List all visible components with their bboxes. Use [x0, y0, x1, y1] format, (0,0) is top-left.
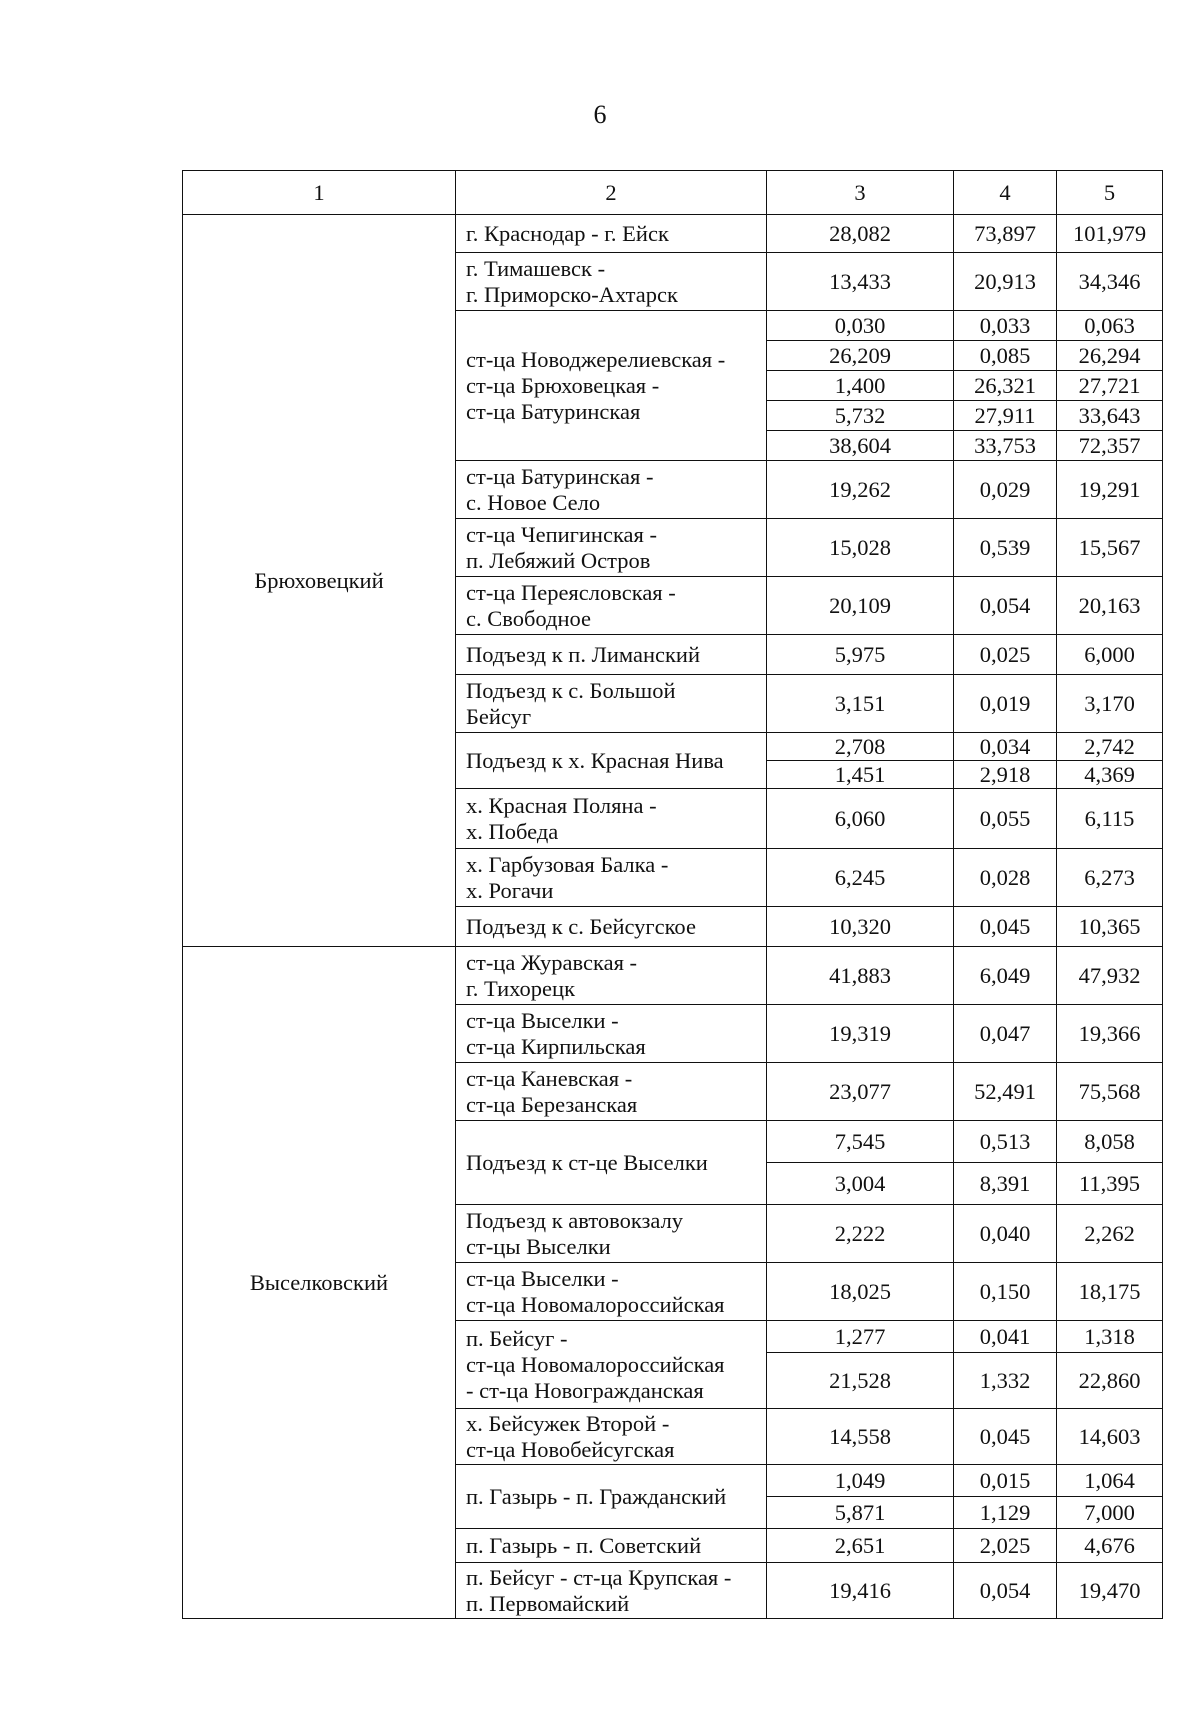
road-name-line: Подъезд к п. Лиманский: [466, 641, 701, 667]
road-name: [456, 461, 767, 519]
length-col4: 0,029: [954, 461, 1057, 519]
roads-table: [182, 170, 1163, 1619]
length-col4: 0,019: [954, 675, 1057, 733]
column-header: 5: [1057, 171, 1163, 215]
road-name: [456, 675, 767, 733]
road-name-line: ст-ца Чепигинская -: [466, 521, 657, 547]
length-col3: 15,028: [767, 519, 954, 577]
road-name: [456, 1005, 767, 1063]
length-col4: 27,911: [954, 401, 1057, 431]
road-name-line: ст-ца Новобейсугская: [466, 1436, 675, 1462]
length-col5: 6,273: [1057, 849, 1163, 907]
length-col3: 21,528: [767, 1353, 954, 1409]
length-col5: 18,175: [1057, 1263, 1163, 1321]
road-name: [456, 215, 767, 253]
road-name: [456, 1529, 767, 1563]
length-col3: 5,975: [767, 635, 954, 675]
length-col3: 6,060: [767, 789, 954, 849]
road-name-line: г. Краснодар - г. Ейск: [466, 220, 669, 246]
length-col5: 22,860: [1057, 1353, 1163, 1409]
road-name-line: ст-ца Березанская: [466, 1091, 638, 1117]
road-name-line: ст-ца Новомалороссийская: [466, 1351, 725, 1377]
length-col4: 2,918: [954, 761, 1057, 789]
length-col5: 4,369: [1057, 761, 1163, 789]
road-name: [456, 1205, 767, 1263]
length-col5: 1,064: [1057, 1465, 1163, 1497]
length-col3: 6,245: [767, 849, 954, 907]
length-col4: 2,025: [954, 1529, 1057, 1563]
road-name-line: х. Победа: [466, 818, 559, 844]
length-col5: 6,115: [1057, 789, 1163, 849]
road-name-line: ст-цы Выселки: [466, 1233, 611, 1259]
length-col4: 0,054: [954, 1563, 1057, 1619]
road-name-line: ст-ца Выселки -: [466, 1265, 619, 1291]
road-name: [456, 1063, 767, 1121]
length-col4: 8,391: [954, 1163, 1057, 1205]
length-col4: 73,897: [954, 215, 1057, 253]
road-name-line: х. Бейсужек Второй -: [466, 1410, 670, 1436]
length-col5: 7,000: [1057, 1497, 1163, 1529]
length-col5: 19,366: [1057, 1005, 1163, 1063]
road-name-line: ст-ца Брюховецкая -: [466, 372, 660, 398]
length-col5: 47,932: [1057, 947, 1163, 1005]
length-col4: 0,085: [954, 341, 1057, 371]
length-col4: 0,539: [954, 519, 1057, 577]
road-name: [456, 577, 767, 635]
length-col3: 28,082: [767, 215, 954, 253]
length-col5: 1,318: [1057, 1321, 1163, 1353]
length-col3: 1,451: [767, 761, 954, 789]
road-name-line: п. Лебяжий Остров: [466, 547, 651, 573]
road-name: [456, 1321, 767, 1409]
length-col3: 18,025: [767, 1263, 954, 1321]
length-col5: 101,979: [1057, 215, 1163, 253]
road-name-line: - ст-ца Новогражданская: [466, 1377, 704, 1403]
length-col3: 0,030: [767, 311, 954, 341]
length-col3: 2,651: [767, 1529, 954, 1563]
road-name-line: ст-ца Новоджерелиевская -: [466, 346, 726, 372]
road-name-line: ст-ца Новомалороссийская: [466, 1291, 725, 1317]
road-name: [456, 519, 767, 577]
road-name-line: г. Тимашевск -: [466, 255, 606, 281]
length-col3: 1,277: [767, 1321, 954, 1353]
length-col4: 0,041: [954, 1321, 1057, 1353]
road-name-line: п. Газырь - п. Советский: [466, 1532, 702, 1558]
length-col3: 1,049: [767, 1465, 954, 1497]
length-col5: 6,000: [1057, 635, 1163, 675]
length-col3: 7,545: [767, 1121, 954, 1163]
road-name-line: Подъезд к х. Красная Нива: [466, 747, 724, 773]
road-name: [456, 1263, 767, 1321]
length-col5: 19,291: [1057, 461, 1163, 519]
road-name: [456, 733, 767, 789]
length-col5: 10,365: [1057, 907, 1163, 947]
header-row: [183, 171, 1163, 215]
road-name-line: х. Гарбузовая Балка -: [466, 851, 669, 877]
length-col4: 33,753: [954, 431, 1057, 461]
road-name-line: ст-ца Выселки -: [466, 1007, 619, 1033]
road-name-line: Бейсуг: [466, 703, 532, 729]
road-name-line: Подъезд к ст-це Выселки: [466, 1149, 708, 1175]
length-col3: 41,883: [767, 947, 954, 1005]
length-col4: 0,054: [954, 577, 1057, 635]
length-col5: 26,294: [1057, 341, 1163, 371]
length-col5: 34,346: [1057, 253, 1163, 311]
road-name: [456, 849, 767, 907]
road-name-line: с. Свободное: [466, 605, 592, 631]
road-name-line: Подъезд к автовокзалу: [466, 1207, 684, 1233]
length-col4: 20,913: [954, 253, 1057, 311]
road-name-line: х. Красная Поляна -: [466, 792, 657, 818]
length-col3: 38,604: [767, 431, 954, 461]
road-name-line: г. Тихорецк: [466, 975, 576, 1001]
road-name-line: ст-ца Переясловская -: [466, 579, 676, 605]
road-name-line: г. Приморско-Ахтарск: [466, 281, 678, 307]
length-col5: 75,568: [1057, 1063, 1163, 1121]
length-col3: 19,319: [767, 1005, 954, 1063]
road-name: [456, 947, 767, 1005]
road-name: [456, 1563, 767, 1619]
length-col4: 0,047: [954, 1005, 1057, 1063]
length-col5: 20,163: [1057, 577, 1163, 635]
length-col3: 3,004: [767, 1163, 954, 1205]
length-col5: 72,357: [1057, 431, 1163, 461]
road-name: [456, 1121, 767, 1205]
road-name: [456, 1409, 767, 1465]
length-col4: 0,028: [954, 849, 1057, 907]
length-col4: 0,513: [954, 1121, 1057, 1163]
length-col3: 2,708: [767, 733, 954, 761]
length-col3: 19,262: [767, 461, 954, 519]
length-col5: 33,643: [1057, 401, 1163, 431]
length-col3: 1,400: [767, 371, 954, 401]
length-col5: 11,395: [1057, 1163, 1163, 1205]
road-name-line: п. Первомайский: [466, 1590, 630, 1616]
road-name: [456, 789, 767, 849]
page-number: 6: [593, 100, 607, 129]
length-col3: 14,558: [767, 1409, 954, 1465]
district-name: Брюховецкий: [183, 215, 456, 947]
road-name-line: с. Новое Село: [466, 489, 601, 515]
length-col4: 0,033: [954, 311, 1057, 341]
column-header: 4: [954, 171, 1057, 215]
length-col3: 3,151: [767, 675, 954, 733]
length-col4: 0,025: [954, 635, 1057, 675]
length-col5: 19,470: [1057, 1563, 1163, 1619]
road-name-line: ст-ца Батуринская -: [466, 463, 654, 489]
road-name: [456, 253, 767, 311]
length-col5: 2,742: [1057, 733, 1163, 761]
road-name-line: Подъезд к с. Бейсугское: [466, 913, 696, 939]
road-name-line: п. Бейсуг - ст-ца Крупская -: [466, 1564, 732, 1590]
road-name-line: п. Газырь - п. Гражданский: [466, 1483, 727, 1509]
length-col3: 20,109: [767, 577, 954, 635]
length-col4: 0,150: [954, 1263, 1057, 1321]
road-name: [456, 311, 767, 461]
road-name-line: ст-ца Журавская -: [466, 949, 638, 975]
length-col5: 4,676: [1057, 1529, 1163, 1563]
length-col4: 1,129: [954, 1497, 1057, 1529]
length-col4: 6,049: [954, 947, 1057, 1005]
length-col4: 26,321: [954, 371, 1057, 401]
length-col5: 3,170: [1057, 675, 1163, 733]
length-col4: 0,040: [954, 1205, 1057, 1263]
road-name-line: ст-ца Кирпильская: [466, 1033, 646, 1059]
length-col5: 15,567: [1057, 519, 1163, 577]
length-col5: 0,063: [1057, 311, 1163, 341]
length-col4: 1,332: [954, 1353, 1057, 1409]
length-col3: 23,077: [767, 1063, 954, 1121]
length-col3: 13,433: [767, 253, 954, 311]
road-name-line: ст-ца Батуринская: [466, 398, 641, 424]
length-col4: 0,055: [954, 789, 1057, 849]
length-col5: 27,721: [1057, 371, 1163, 401]
road-name: [456, 907, 767, 947]
length-col4: 0,045: [954, 1409, 1057, 1465]
column-header: 2: [456, 171, 767, 215]
column-header: 3: [767, 171, 954, 215]
length-col3: 5,871: [767, 1497, 954, 1529]
road-name-line: п. Бейсуг -: [466, 1325, 568, 1351]
length-col4: 0,045: [954, 907, 1057, 947]
length-col4: 0,034: [954, 733, 1057, 761]
road-name-line: Подъезд к с. Большой: [466, 677, 676, 703]
road-name-line: х. Рогачи: [466, 877, 554, 903]
length-col3: 26,209: [767, 341, 954, 371]
length-col4: 0,015: [954, 1465, 1057, 1497]
length-col3: 2,222: [767, 1205, 954, 1263]
district-name: Выселковский: [183, 947, 456, 1619]
length-col4: 52,491: [954, 1063, 1057, 1121]
table-row: [183, 215, 1163, 253]
length-col3: 10,320: [767, 907, 954, 947]
road-name-line: ст-ца Каневская -: [466, 1065, 633, 1091]
length-col3: 19,416: [767, 1563, 954, 1619]
column-header: 1: [183, 171, 456, 215]
length-col5: 8,058: [1057, 1121, 1163, 1163]
road-name: [456, 1465, 767, 1529]
length-col5: 2,262: [1057, 1205, 1163, 1263]
length-col5: 14,603: [1057, 1409, 1163, 1465]
table-body: [183, 215, 1163, 1619]
length-col3: 5,732: [767, 401, 954, 431]
road-name: [456, 635, 767, 675]
table-row: [183, 947, 1163, 1005]
